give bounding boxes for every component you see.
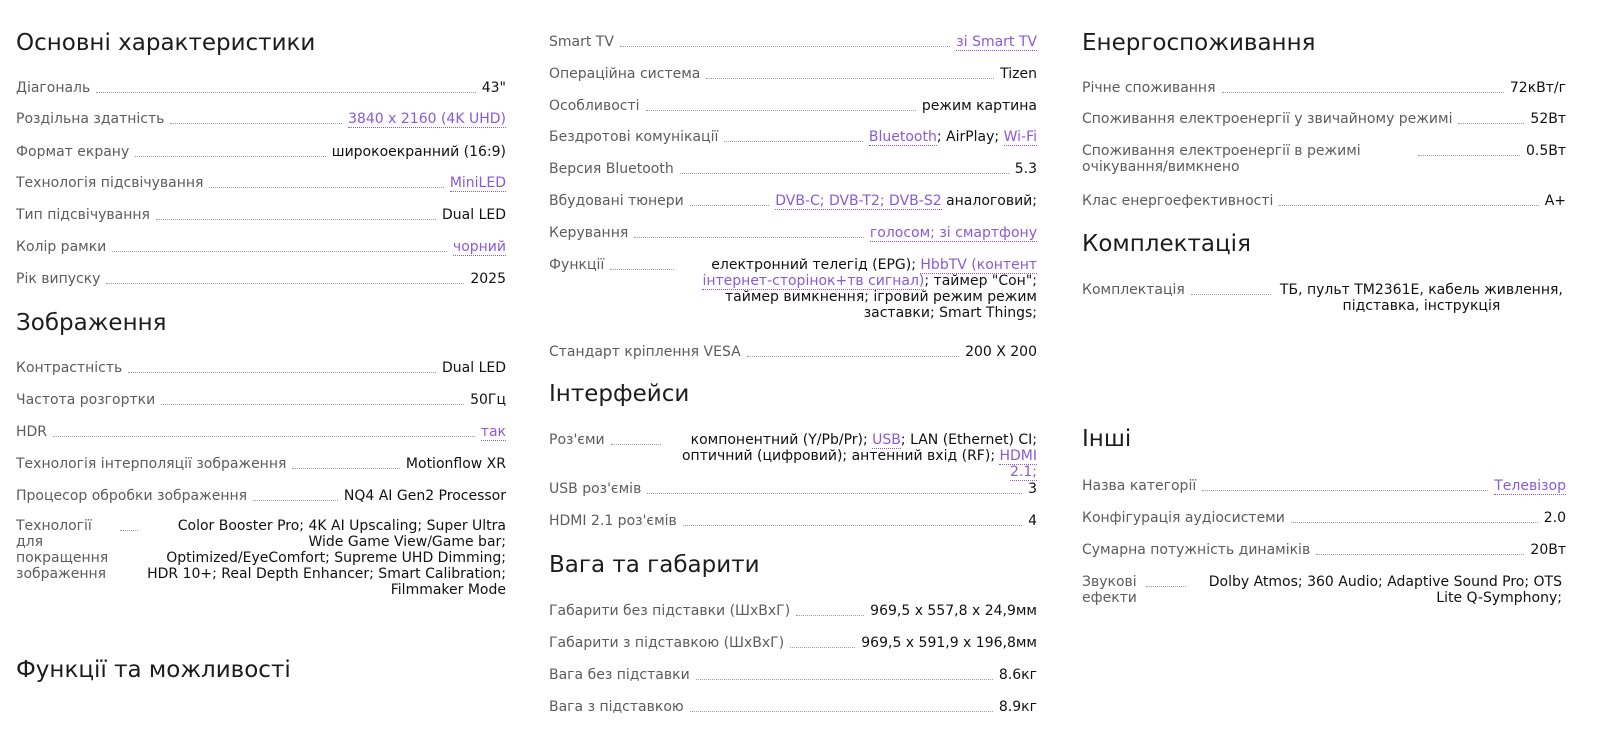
spec-row-refresh-rate xyxy=(16,392,506,408)
dotted-leader xyxy=(796,603,864,616)
spec-label: Частота розгортки xyxy=(16,392,156,408)
spec-value-text: електронний телегід (EPG); xyxy=(711,257,921,273)
spec-value: Dolby Atmos; 360 Audio; Adaptive Sound Pro; OTS Lite Q-Symphony; xyxy=(1208,574,1562,606)
spec-row-wireless xyxy=(549,129,1037,145)
dotted-leader xyxy=(1202,478,1488,491)
spec-value: 0.5Вт xyxy=(1525,143,1566,159)
spec-value: 3 xyxy=(1028,481,1037,497)
dotted-leader xyxy=(1458,111,1524,124)
spec-label: Тип підсвічування xyxy=(16,207,150,223)
dotted-leader xyxy=(292,456,400,469)
spec-row-standby-consumption xyxy=(1082,143,1566,175)
spec-label: Особливості xyxy=(549,98,640,114)
spec-row-smart-tv xyxy=(549,34,1037,51)
spec-row-annual-consumption xyxy=(1082,80,1566,96)
spec-label: Сумарна потужність динаміків xyxy=(1082,542,1311,558)
spec-value xyxy=(775,193,1037,209)
section-title-image: Зображення xyxy=(16,310,167,336)
spec-row-category xyxy=(1082,478,1566,495)
spec-value xyxy=(869,129,1037,145)
spec-row-special xyxy=(549,98,1037,114)
spec-label: Технології для покращення зображення xyxy=(16,518,109,582)
spec-value-link[interactable]: USB xyxy=(872,432,901,448)
spec-value-text: ; таймер "Сон"; таймер вимкнення; ігровий режим режим заставки; Smart Things; xyxy=(725,273,1037,321)
spec-label: Рік випуску xyxy=(16,271,101,287)
spec-value: 4 xyxy=(1028,513,1037,529)
spec-value-text: ; LAN (Ethernet) CI; оптичний (цифровий); антенний вхід (RF); xyxy=(681,432,1037,464)
spec-value: 8.9кг xyxy=(998,699,1037,715)
spec-label: Технологія підсвічування xyxy=(16,175,204,191)
spec-value: 20Вт xyxy=(1530,542,1566,558)
section-title-interfaces: Інтерфейси xyxy=(549,381,690,407)
dotted-leader xyxy=(170,111,342,124)
dotted-leader xyxy=(724,129,862,142)
spec-label: Габарити без підставки (ШхВхГ) xyxy=(549,603,791,619)
spec-row-bluetooth xyxy=(549,161,1037,177)
spec-row-year xyxy=(16,271,506,287)
spec-value: 72кВт/г xyxy=(1509,80,1566,96)
spec-row-aspect xyxy=(16,144,506,160)
dotted-leader xyxy=(106,271,464,284)
spec-value: 43" xyxy=(481,80,506,96)
spec-value: 969,5 x 591,9 x 196,8мм xyxy=(861,635,1037,651)
spec-value-link[interactable]: HbbTV (контент інтернет-сторінок+тв сигнал) xyxy=(702,257,1037,289)
spec-row-functions xyxy=(549,257,1037,321)
spec-label: Вага без підставки xyxy=(549,667,690,683)
spec-label: Технологія інтерполяції зображення xyxy=(16,456,287,472)
dotted-leader xyxy=(683,513,1022,526)
spec-value-link[interactable]: HDMI 2.1; xyxy=(999,448,1037,480)
dotted-leader xyxy=(96,80,475,93)
spec-label: Вага з підставкою xyxy=(549,699,684,715)
spec-row-backlight-tech xyxy=(16,175,506,192)
spec-row-frame-color xyxy=(16,239,506,256)
spec-row-normal-consumption xyxy=(1082,111,1566,127)
spec-row-energy-class xyxy=(1082,193,1566,209)
spec-value xyxy=(680,257,1037,321)
spec-value: Motionflow XR xyxy=(405,456,506,472)
spec-row-package xyxy=(1082,282,1566,314)
spec-label: Операційна система xyxy=(549,66,701,82)
section-title-energy: Енергоспоживання xyxy=(1082,30,1316,56)
spec-label: Роздільна здатність xyxy=(16,111,165,127)
section-title-package: Комплектація xyxy=(1082,231,1251,257)
spec-label: Колір рамки xyxy=(16,239,107,255)
spec-value-link[interactable]: зі Smart TV xyxy=(956,34,1037,50)
spec-value: NQ4 AI Gen2 Processor xyxy=(343,488,506,504)
spec-row-backlight-type xyxy=(16,207,506,223)
spec-row-diagonal xyxy=(16,80,506,96)
spec-value: режим картина xyxy=(921,98,1037,114)
spec-label: Конфігурація аудіосистеми xyxy=(1082,510,1285,526)
dotted-leader xyxy=(790,635,855,648)
spec-value: Tizen xyxy=(1000,66,1037,82)
spec-value: 50Гц xyxy=(470,392,506,408)
dotted-leader xyxy=(112,239,447,252)
dotted-leader xyxy=(706,66,994,79)
spec-label: HDMI 2.1 роз'ємів xyxy=(549,513,677,529)
dotted-leader xyxy=(696,667,993,680)
spec-label: Споживання електроенергії у звичайному режимі xyxy=(1082,111,1453,127)
spec-label: Процесор обробки зображення xyxy=(16,488,248,504)
dotted-leader xyxy=(1418,143,1520,156)
spec-label: Назва категорії xyxy=(1082,478,1197,494)
spec-row-interpolation xyxy=(16,456,506,472)
spec-row-speaker-power xyxy=(1082,542,1566,558)
spec-row-control xyxy=(549,225,1037,242)
dotted-leader xyxy=(634,225,864,238)
spec-value-text: компонентний (Y/Pb/Pr); xyxy=(690,432,873,448)
spec-label: Формат екрану xyxy=(16,144,130,160)
spec-value-link[interactable]: MiniLED xyxy=(449,175,506,191)
section-title-weight: Вага та габарити xyxy=(549,552,760,578)
spec-row-contrast xyxy=(16,360,506,376)
spec-label: Контрастність xyxy=(16,360,123,376)
spec-label: Функції xyxy=(549,257,605,273)
dotted-leader xyxy=(610,257,674,270)
spec-row-audio-config xyxy=(1082,510,1566,526)
spec-value-link[interactable]: чорний xyxy=(452,239,506,255)
spec-value-text: аналоговий; xyxy=(941,193,1037,209)
spec-row-processor xyxy=(16,488,506,504)
spec-row-dims-no-stand xyxy=(549,603,1037,619)
spec-value-link[interactable]: DVB-C; DVB-T2; DVB-S2 xyxy=(775,193,942,209)
spec-value-link[interactable]: Wi-Fi xyxy=(1003,129,1037,145)
spec-value: 2.0 xyxy=(1543,510,1566,526)
spec-label: Звукові ефекти xyxy=(1082,574,1137,606)
spec-value: Dual LED xyxy=(442,207,506,223)
spec-label: Споживання електроенергії в режимі очікування/вимкнено xyxy=(1082,143,1361,175)
spec-label: Вбудовані тюнери xyxy=(549,193,684,209)
dotted-leader xyxy=(1316,542,1524,555)
spec-row-tuners xyxy=(549,193,1037,209)
spec-value: широкоекранний (16:9) xyxy=(331,144,506,160)
spec-label: HDR xyxy=(16,424,48,440)
spec-row-hdr xyxy=(16,424,506,441)
dotted-leader xyxy=(253,488,338,501)
dotted-leader xyxy=(1279,193,1538,206)
section-title-other: Інші xyxy=(1082,426,1132,452)
section-title-features: Функції та можливості xyxy=(16,657,291,683)
spec-value: Dual LED xyxy=(442,360,506,376)
dotted-leader xyxy=(1191,282,1271,295)
spec-row-os xyxy=(549,66,1037,82)
spec-value: A+ xyxy=(1544,193,1566,209)
spec-label: Діагональ xyxy=(16,80,91,96)
dotted-leader xyxy=(680,161,1009,174)
dotted-leader xyxy=(128,360,436,373)
dotted-leader xyxy=(1222,80,1504,93)
dotted-leader xyxy=(647,481,1022,494)
dotted-leader xyxy=(646,98,916,111)
spec-label: USB роз'ємів xyxy=(549,481,642,497)
spec-label: Бездротові комунікації xyxy=(549,129,719,145)
spec-value-text: ; AirPlay; xyxy=(936,129,1004,145)
spec-row-hdmi-count xyxy=(549,513,1037,529)
dotted-leader xyxy=(161,392,464,405)
spec-value-link[interactable]: голосом; зі смартфону xyxy=(869,225,1037,241)
spec-value-link[interactable]: Телевізор xyxy=(1494,478,1566,494)
dotted-leader xyxy=(156,207,436,220)
spec-label: Стандарт кріплення VESA xyxy=(549,344,741,360)
spec-label: Комплектація xyxy=(1082,282,1185,298)
spec-value: 8.6кг xyxy=(998,667,1037,683)
dotted-leader xyxy=(209,175,443,188)
dotted-leader xyxy=(747,344,959,357)
dotted-leader xyxy=(120,518,138,531)
spec-value: 5.3 xyxy=(1014,161,1037,177)
spec-value: Color Booster Pro; 4K AI Upscaling; Super Ultra Wide Game View/Game bar; Optimized/EyeComfort; Supreme UHD Dimming; HDR 10+; Real Depth Enhancer; Smart Calibration; Filmmaker Mode xyxy=(147,518,506,598)
dotted-leader xyxy=(1291,510,1538,523)
spec-label: Річне споживання xyxy=(1082,80,1216,96)
dotted-leader xyxy=(690,193,769,206)
dotted-leader xyxy=(620,34,950,47)
spec-row-image-tech xyxy=(16,518,506,598)
spec-value: 2025 xyxy=(470,271,506,287)
spec-row-dims-stand xyxy=(549,635,1037,651)
spec-row-sound-effects xyxy=(1082,574,1566,606)
spec-label: Роз'єми xyxy=(549,432,605,448)
spec-label: Smart TV xyxy=(549,34,614,50)
spec-value: 200 X 200 xyxy=(965,344,1037,360)
dotted-leader xyxy=(135,144,326,157)
spec-value-link[interactable]: так xyxy=(480,424,506,440)
dotted-leader xyxy=(1146,574,1186,587)
section-title-main: Основні характеристики xyxy=(16,30,316,56)
dotted-leader xyxy=(611,432,661,445)
spec-row-connectors xyxy=(549,432,1037,480)
spec-value: ТБ, пульт TM2361E, кабель живлення, підставка, інструкція xyxy=(1279,282,1563,314)
spec-label: Габарити з підставкою (ШхВхГ) xyxy=(549,635,785,651)
spec-label: Клас енергоефективності xyxy=(1082,193,1274,209)
spec-value-link[interactable]: 3840 x 2160 (4K UHD) xyxy=(348,111,506,127)
dotted-leader xyxy=(53,424,475,437)
spec-value: 969,5 x 557,8 x 24,9мм xyxy=(870,603,1037,619)
dotted-leader xyxy=(690,699,993,712)
spec-row-usb-count xyxy=(549,481,1037,497)
spec-value: 52Вт xyxy=(1530,111,1566,127)
spec-label: Керування xyxy=(549,225,629,241)
spec-row-vesa xyxy=(549,344,1037,360)
spec-label: Версия Bluetooth xyxy=(549,161,674,177)
spec-value xyxy=(667,432,1037,480)
spec-row-resolution xyxy=(16,111,506,128)
spec-row-weight-no-stand xyxy=(549,667,1037,683)
spec-value-link[interactable]: Bluetooth xyxy=(868,129,937,145)
spec-row-weight-stand xyxy=(549,699,1037,715)
